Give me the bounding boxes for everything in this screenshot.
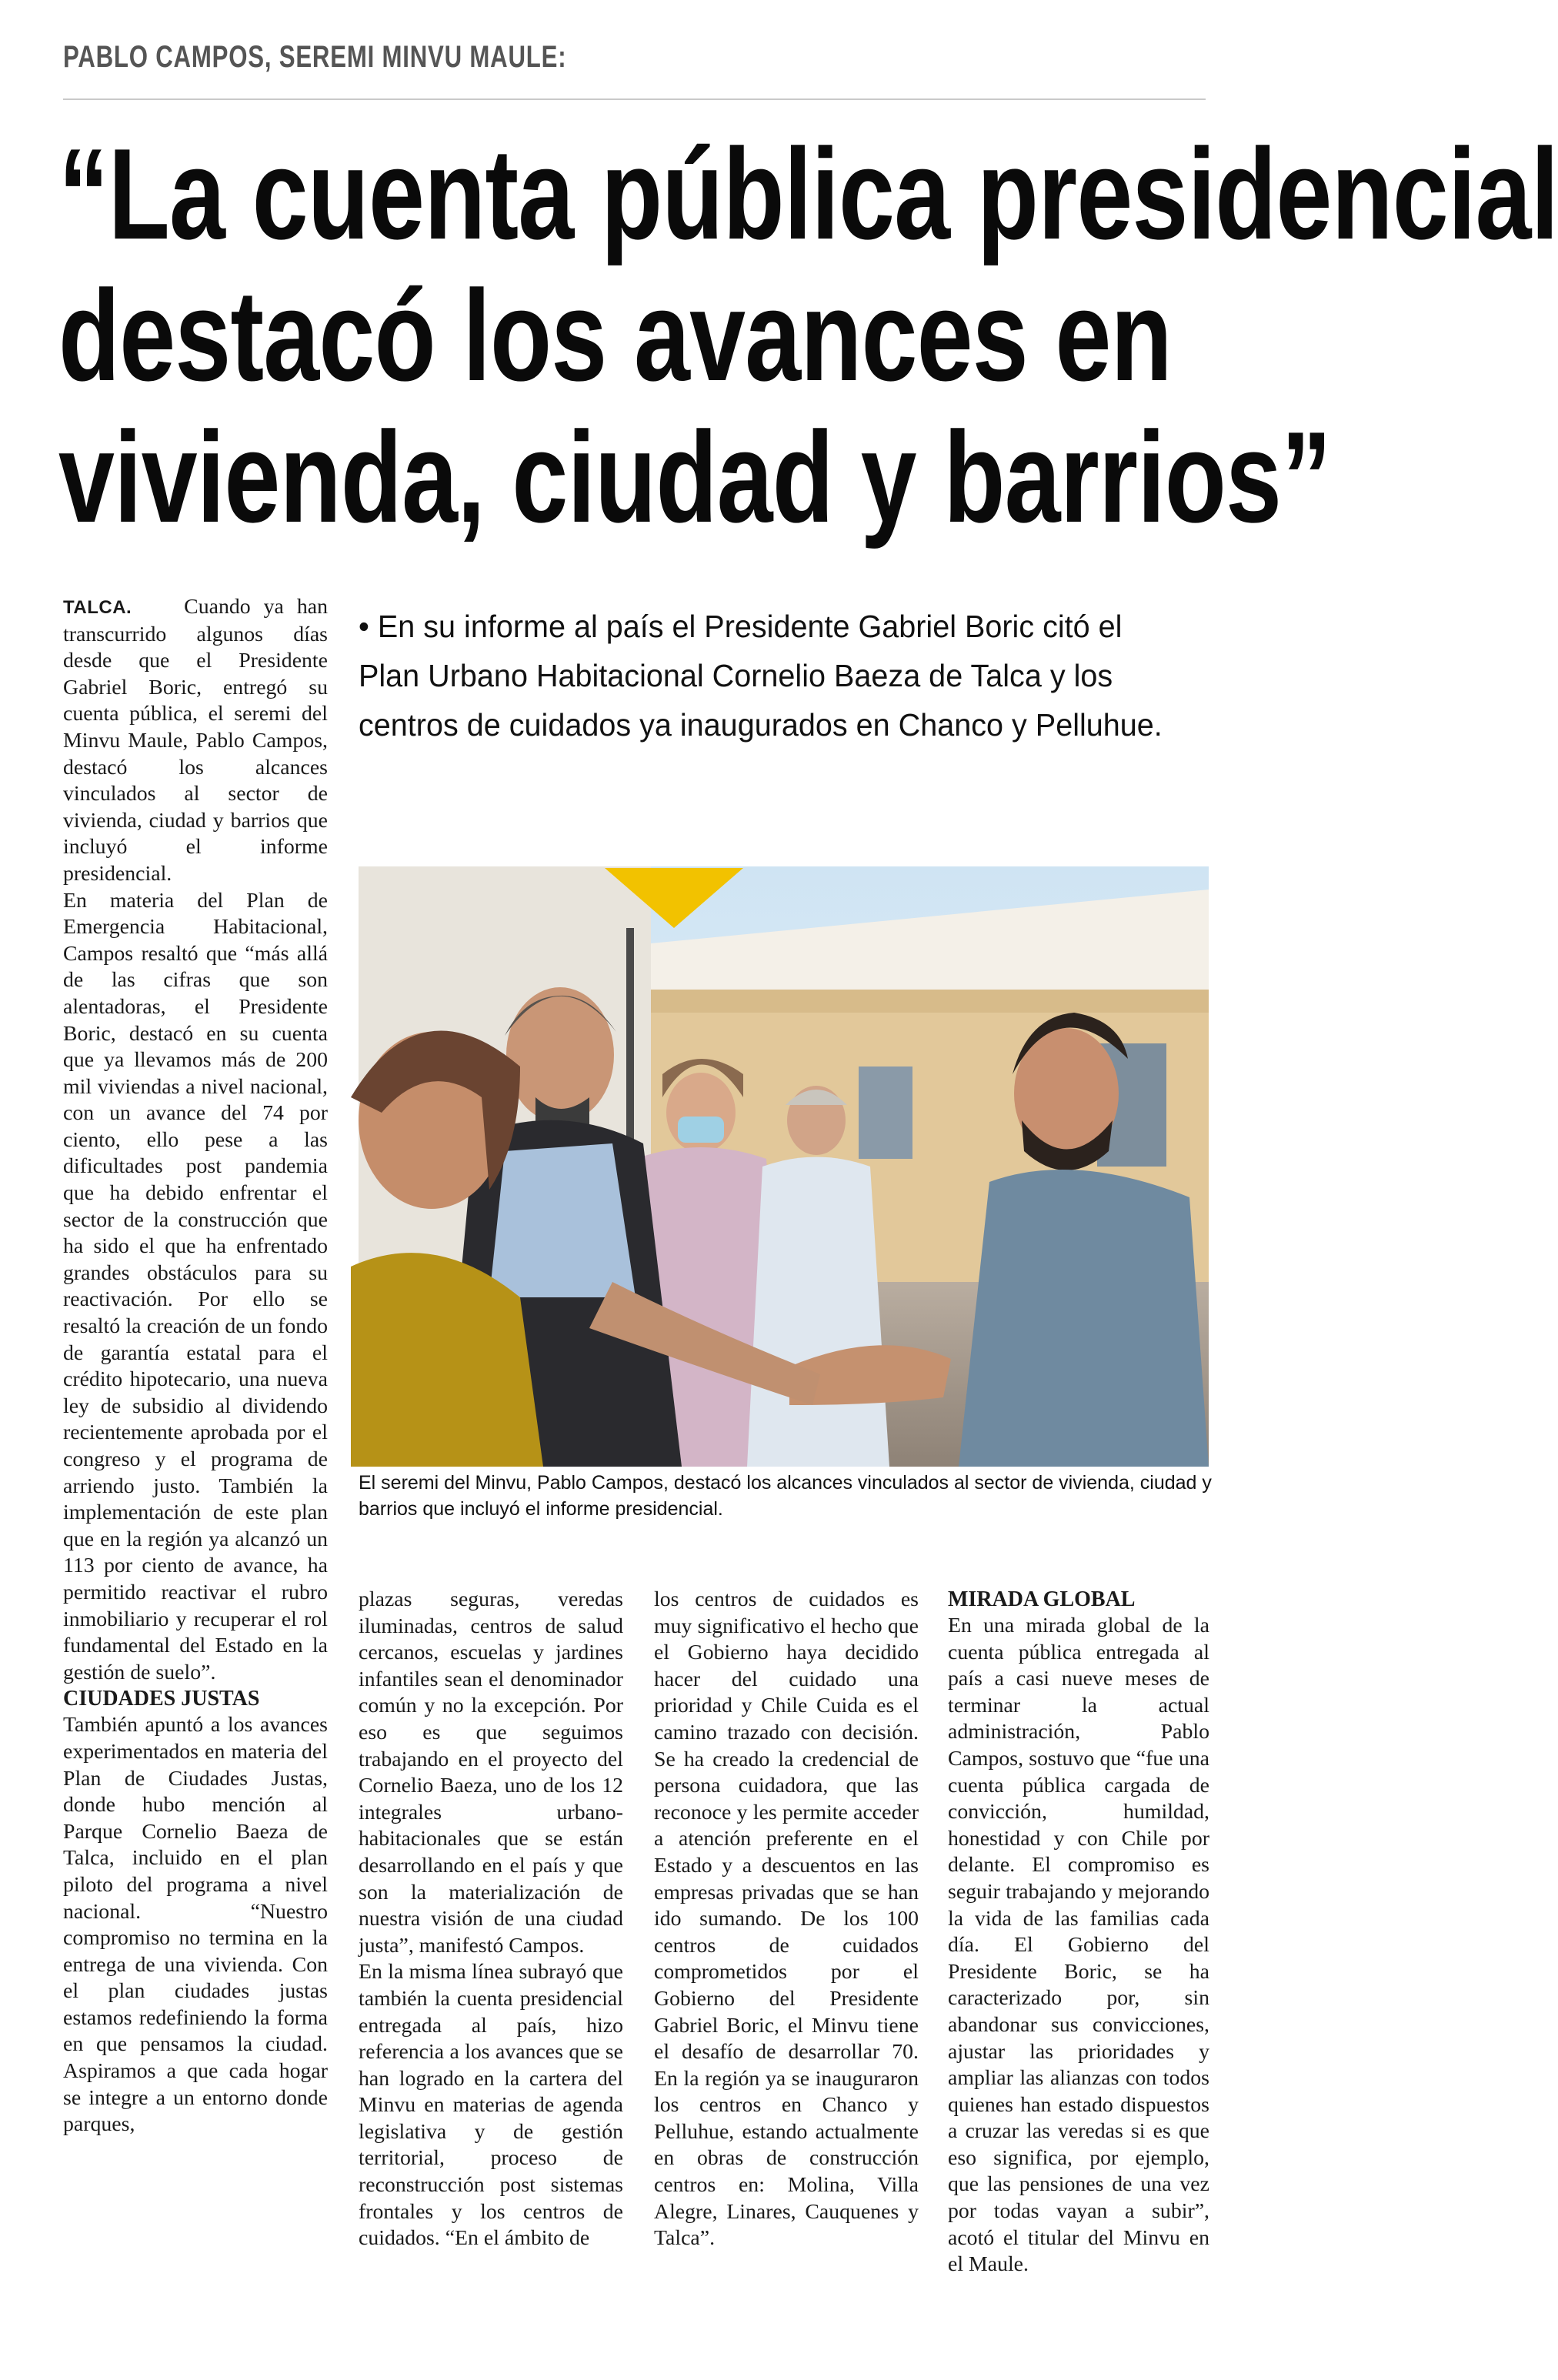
paragraph-7: En una mirada global de la cuenta pública entregada al país a casi nueve meses de terminar la actual administración, Pablo Campos, sostuvo que “fue una cuenta pública cargada de convicción, humildad, honestidad y con Chile por delante. El compromiso es seguir trabajando y mejorando la vida de las familias cada día. El Gobierno del Presidente Boric, se ha caracterizado por, sin abandonar sus convicciones, ajustar las prioridades y ampliar las alianzas con todos quienes han estado dispuestos a cruzar las veredas si es que eso significa, por ejemplo, que las pensiones de una vez por todas vayan a subir”, acotó el titular del Minvu en el Maule. bbox=[948, 1614, 1209, 2277]
photo-caption: El seremi del Minvu, Pablo Campos, destacó los alcances vinculados al sector de vivienda, ciudad y barrios que incluyó el informe presidencial. bbox=[359, 1472, 1212, 1520]
bullet-icon: • bbox=[359, 609, 369, 644]
lead-bullet-text: En su informe al país el Presidente Gabriel Boric citó el Plan Urbano Habitacional Cornelio Baeza de Talca y los centros de cuidados ya inaugurados en Chanco y Pelluhue. bbox=[359, 609, 1163, 743]
photo-illustration bbox=[359, 866, 1209, 1467]
paragraph-4: plazas seguras, veredas iluminadas, centros de salud cercanos, escuelas y jardines infantiles sean el denominador común y no la excepción. Por eso es que seguimos trabajando en el proyecto del Cornelio Baeza, uno de los 12 integrales urbano-habitacionales que se están desarrollando en el país y que son la materialización de nuestra visión de una ciudad justa”, manifestó Campos. bbox=[359, 1587, 623, 1958]
column-4 bbox=[948, 1587, 1209, 2278]
headline-line-2: destacó los avances en bbox=[58, 263, 1172, 408]
subheading-ciudades-justas: CIUDADES JUSTAS bbox=[63, 1687, 260, 1711]
subheading-mirada-global: MIRADA GLOBAL bbox=[948, 1587, 1136, 1611]
paragraph-intro bbox=[63, 594, 328, 888]
lead-bullet bbox=[359, 602, 1176, 749]
column-1 bbox=[63, 594, 328, 2138]
paragraph-6: los centros de cuidados es muy significativo el hecho que el Gobierno haya decidido hacer del cuidado una prioridad y Chile Cuida es el camino trazado con decisión. Se ha creado la credencial de persona cuidadora, que las reconoce y les permite acceder a atención preferente en el Estado y a descuentos en las empresas privadas que se han ido sumando. De los 100 centros de cuidados comprometidos por el Gobierno del Presidente Gabriel Boric, el Minvu tiene el desafío de desarrollar 70. En la región ya se inauguraron los centros en Chanco y Pelluhue, estando actualmente en obras de construcción centros en: Molina, Villa Alegre, Linares, Cauquenes y Talca”. bbox=[654, 1587, 919, 2251]
headline-line-1: “La cuenta pública presidencial bbox=[58, 122, 1558, 266]
paragraph-1-text: Cuando ya han transcurrido algunos días desde que el Presidente Gabriel Boric, entregó su cuenta pública, el seremi del Minvu Maule, Pablo Campos, destacó los alcances vinculados al sector de vivienda, ciudad y barrios que incluyó el informe presidencial. bbox=[63, 595, 328, 886]
article-photo bbox=[359, 866, 1209, 1467]
column-2 bbox=[359, 1587, 623, 2252]
paragraph-2: En materia del Plan de Emergencia Habitacional, Campos resaltó que “más allá de las cifras que son alentadoras, el Presidente Boric, destacó en su cuenta que ya llevamos más de 200 mil viviendas a nivel nacional, con un avance del 74 por ciento, ello pese a las dificultades post pandemia que ha debido enfrentar el sector de la construcción que ha sido el que ha enfrentado grandes obstáculos para su reactivación. Por ello se resaltó la creación de un fondo de garantía estatal para el crédito hipotecario, una nueva ley de subsidio al dividendo recientemente aprobada por el congreso y el programa de arriendo justo. También la implementación de este plan que en la región ya alcanzó un 113 por ciento de avance, ha permitido reactivar el rubro inmobiliario y recuperar el rol fundamental del Estado en la gestión de suelo”. bbox=[63, 888, 328, 1684]
paragraph-3: También apuntó a los avances experimentados en materia del Plan de Ciudades Justas, donde hubo mención al Parque Cornelio Baeza de Talca, incluido en el plan piloto del programa a nivel nacional. “Nuestro compromiso no termina en la entrega de una vivienda. Con el plan ciudades justas estamos redefiniendo la forma en que pensamos la ciudad. Aspiramos a que cada hogar se integre a un entorno donde parques, bbox=[63, 1713, 328, 2137]
column-3 bbox=[654, 1587, 919, 2252]
paragraph-5: En la misma línea subrayó que también la cuenta presidencial entregada al país, hizo referencia a los avances que se han logrado en la cartera del Minvu en materias de agenda legislativa y de gestión territorial, proceso de reconstrucción post sistemas frontales y los centros de cuidados. “En el ámbito de bbox=[359, 1960, 623, 2251]
header-divider bbox=[63, 98, 1206, 100]
kicker-label: PABLO CAMPOS, SEREMI MINVU MAULE: bbox=[63, 40, 567, 74]
headline-line-3: vivienda, ciudad y barrios” bbox=[58, 405, 1331, 549]
dateline: TALCA. bbox=[63, 597, 132, 618]
headline bbox=[58, 122, 1558, 549]
